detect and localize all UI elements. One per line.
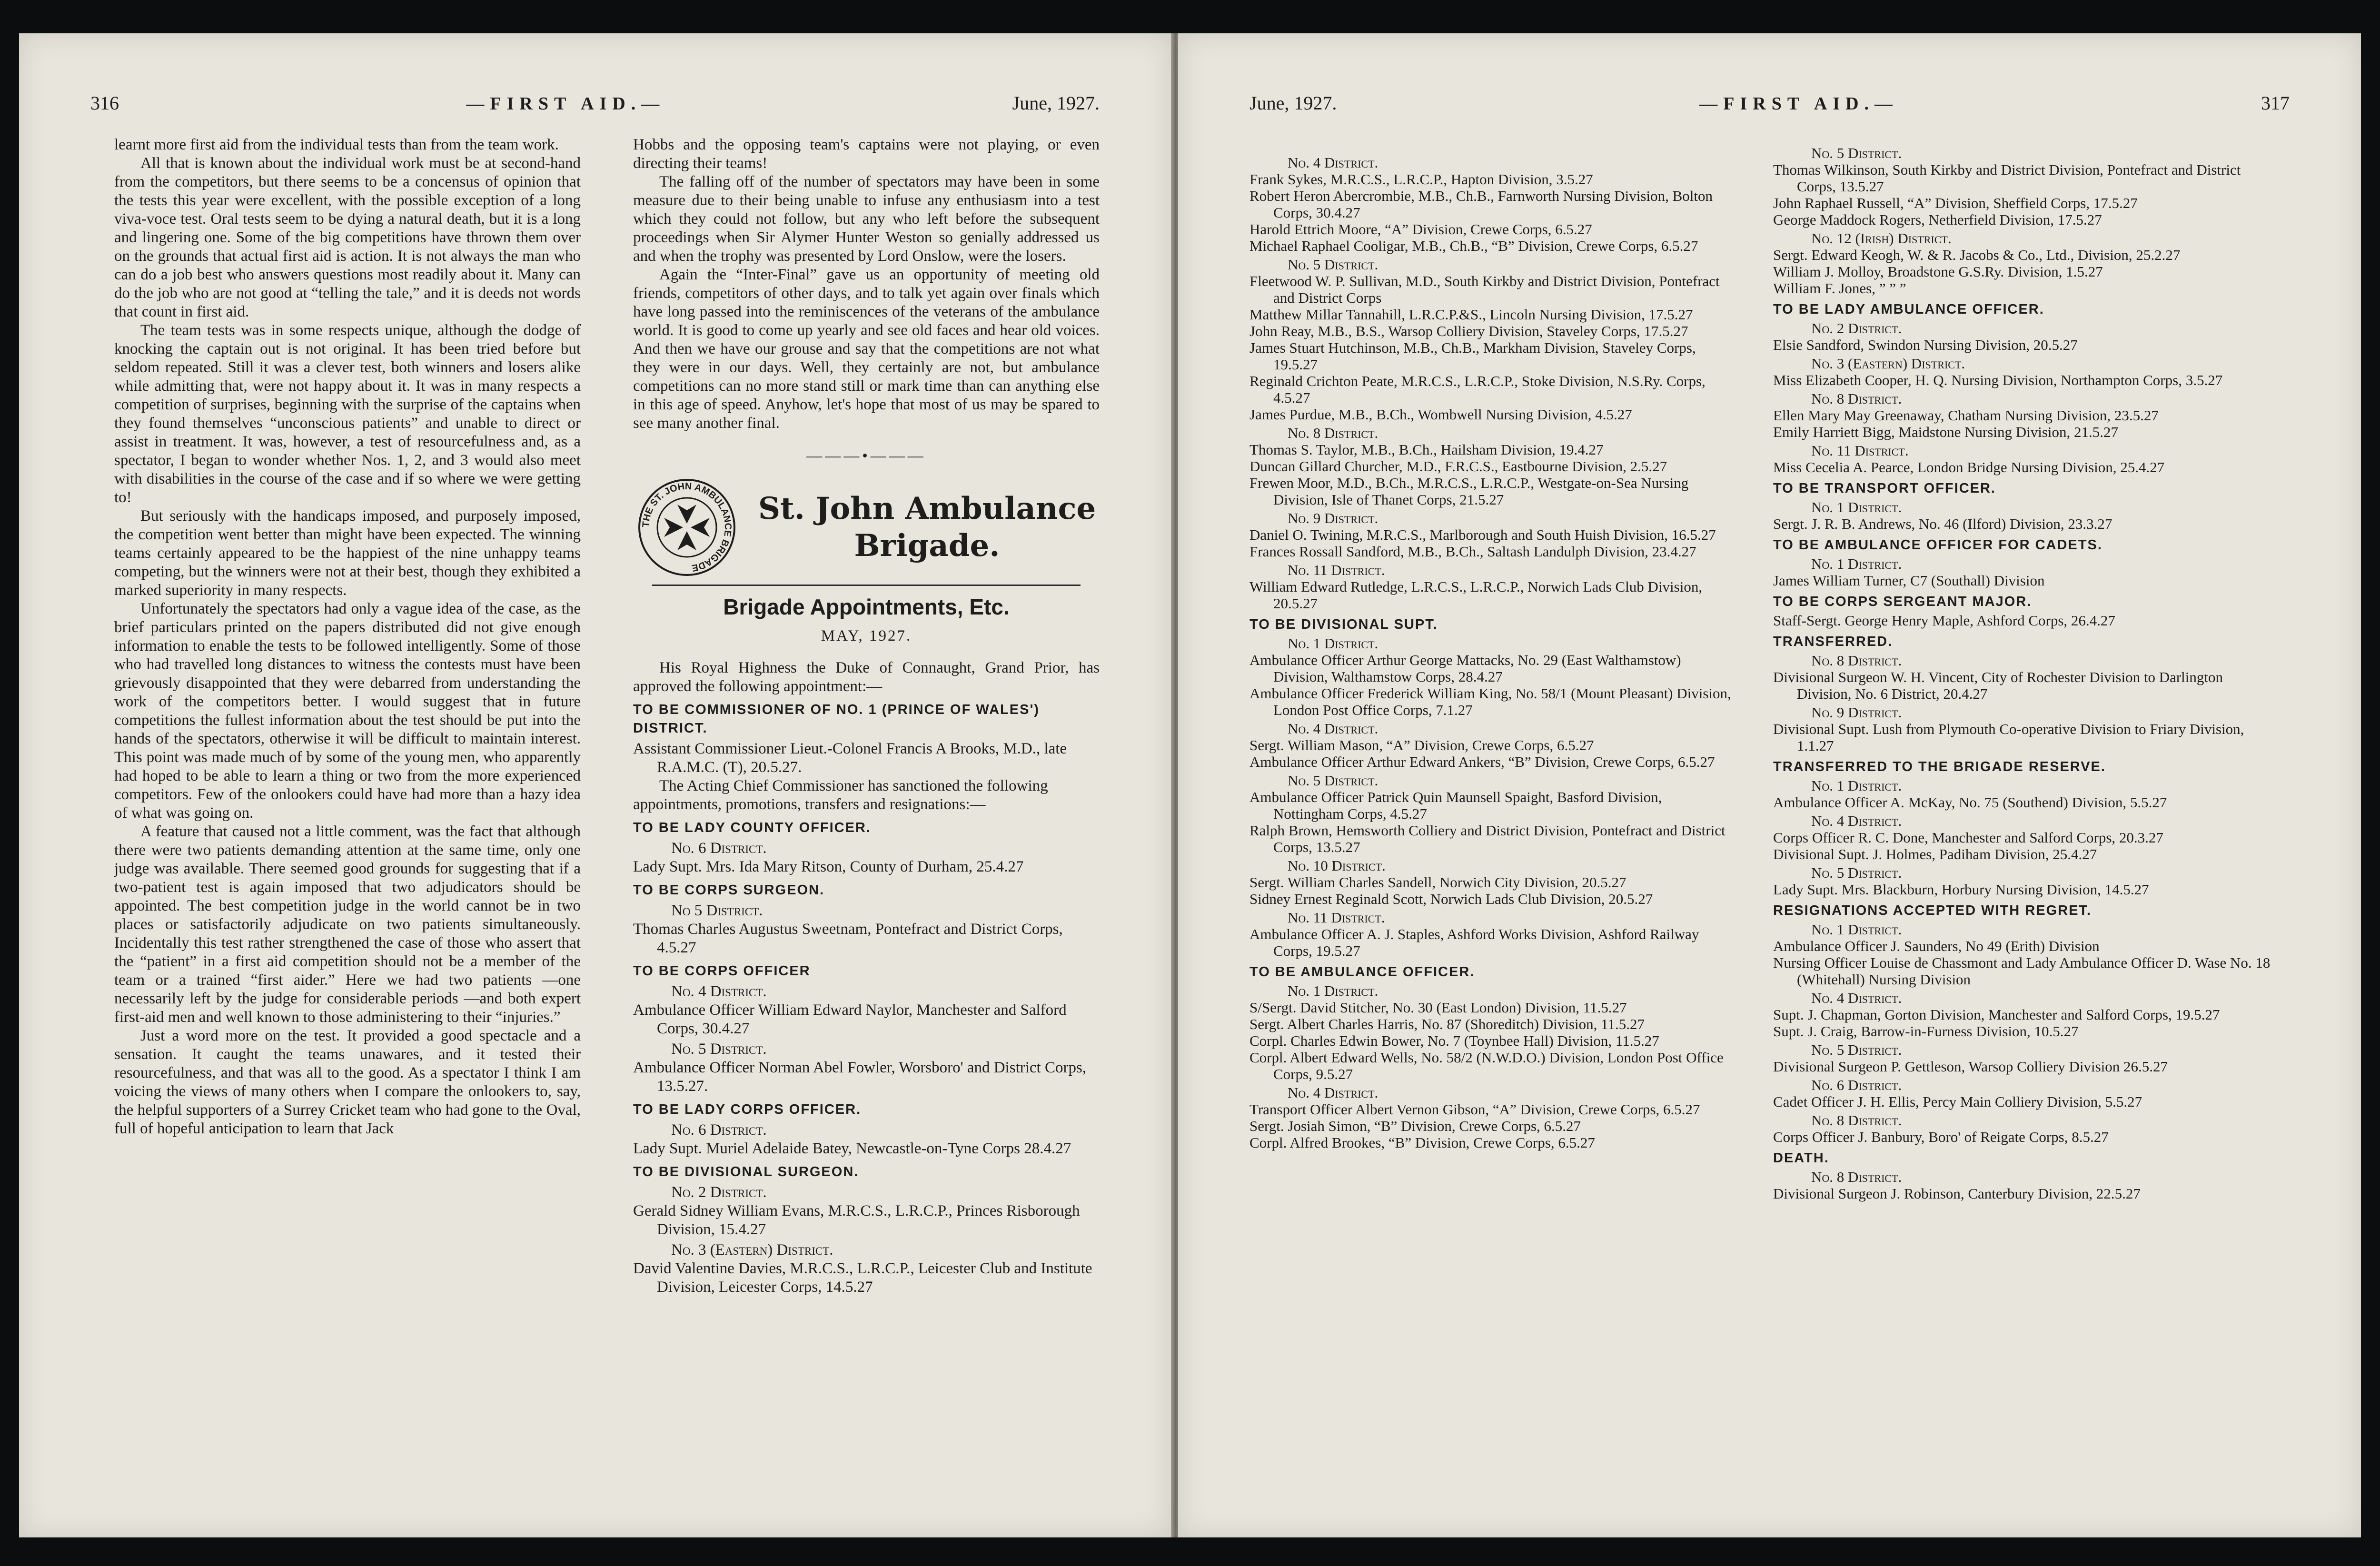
district-label: No. 2 District. [1811,320,1902,337]
appointment-entry: Ambulance Officer William Edward Naylor, Manchester and Salford Corps, 30.4.27 [633,1001,1067,1037]
appointment-heading: TO BE COMMISSIONER OF NO. 1 (PRINCE OF WALES') DISTRICT. [633,702,1040,736]
section-ornament: ———•——— [806,447,926,465]
appointment-entry: Ambulance Officer Frederick William King, No. 58/1 (Mount Pleasant) Division, London Post Office Corps, 7.1.27 [1250,685,1731,718]
appointment-entry: Divisional Surgeon J. Robinson, Canterbury Division, 22.5.27 [1773,1185,2141,1202]
title-rule [652,585,1081,586]
appointment-heading: TO BE AMBULANCE OFFICER. [1250,964,1475,980]
appointment-entry: Divisional Surgeon P. Gettleson, Warsop Colliery Division 26.5.27 [1773,1058,2168,1075]
appointment-entry: Ambulance Officer A. J. Staples, Ashford Works Division, Ashford Railway Corps, 19.5.27 [1250,926,1699,959]
appointment-heading: DEATH. [1773,1150,1829,1166]
page-number: 316 [90,92,119,114]
article-paragraph: Just a word more on the test. It provided a good spectacle and a sensation. It caught the teams unawares, and it tested their resourcefulness, and that was all to the good. As a spectator I think I am voicing the views of many others when I compare the onlookers to, say, the helpful supporters of a Surrey Cricket team who had gone to the Oval, full of hopeful anticipation to learn that Jack [114,1027,581,1137]
district-label: No 5 District. [671,902,763,919]
appointments-intro: His Royal Highness the Duke of Connaught, Grand Prior, has approved the following appointment:— [633,659,1100,695]
left-column-brigade [633,136,1100,1297]
issue-date: June, 1927. [1012,92,1100,114]
appointment-entry: Ralph Brown, Hemsworth Colliery and District Division, Pontefract and District Corps, 13.5.27 [1250,822,1726,855]
district-label: No. 8 District. [1811,652,1902,669]
appointment-entry: Duncan Gillard Churcher, M.D., F.R.C.S., Eastbourne Division, 2.5.27 [1250,458,1667,475]
appointment-entry: Robert Heron Abercrombie, M.B., Ch.B., Farnworth Nursing Division, Bolton Corps, 30.4.27 [1250,188,1713,221]
district-label: No. 11 District. [1288,909,1385,926]
appointment-entry: Staff-Sergt. George Henry Maple, Ashford Corps, 26.4.27 [1773,612,2115,629]
article-paragraph: The team tests was in some respects unique, although the dodge of knocking the captain out is not original. It has been tried before but seldom repeated. Still it was a clever test, both winners and losers alike while admitting that, were not happy about it. It was in many respects a competition of surprises, beginning with the surprise of the captains when they found themselves “unconscious patients” and unable to direct or assist in treatment. It was, however, a test of resourcefulness and, as a spectator, I began to wonder whether Nos. 1, 2, and 3 would also meet with disabilities in the course of the case and if so where we were getting to! [114,322,581,506]
appointment-entry: Sergt. Josiah Simon, “B” Division, Crewe Corps, 6.5.27 [1250,1118,1581,1134]
appointment-entry: George Maddock Rogers, Netherfield Division, 17.5.27 [1773,211,2102,228]
district-label: No. 6 District. [671,1121,767,1139]
brigade-masthead [633,477,1100,577]
appointment-entry: Fleetwood W. P. Sullivan, M.D., South Kirkby and District Division, Pontefract and District Corps [1250,273,1720,306]
district-label: No. 11 District. [1811,442,1909,459]
district-label: No. 5 District. [1288,772,1378,789]
district-label: No. 1 District. [1811,555,1902,572]
appointment-entry: Miss Elizabeth Cooper, H. Q. Nursing Division, Northampton Corps, 3.5.27 [1773,372,2223,388]
svg-text:THE ST. JOHN AMBULANCE BRIGADE: THE ST. JOHN AMBULANCE BRIGADE [640,481,733,574]
appointment-heading: TRANSFERRED TO THE BRIGADE RESERVE. [1773,759,2106,774]
district-label: No. 4 District. [1811,990,1902,1006]
appointment-entry: James William Turner, C7 (Southall) Division [1773,572,2045,589]
running-title: —FIRST AID.— [466,94,665,114]
appointment-entry: Supt. J. Chapman, Gorton Division, Manchester and Salford Corps, 19.5.27 [1773,1006,2220,1023]
appointment-entry: Thomas Wilkinson, South Kirkby and District Division, Pontefract and District Corps, 13.5.27 [1773,161,2241,195]
right-running-head [1250,86,2290,114]
appointment-heading: RESIGNATIONS ACCEPTED WITH REGRET. [1773,903,2092,918]
appointment-entry: Michael Raphael Cooligar, M.B., Ch.B., “B” Division, Crewe Corps, 6.5.27 [1250,238,1698,254]
district-label: No. 10 District. [1288,857,1386,874]
article-paragraph: All that is known about the individual work must be at second-hand from the competitors, but there seems to be a concensus of opinion that the tests this year were excellent, with the possible exception of a long viva-voce test. Oral tests seem to be dying a natural death, but it is a long and lingering one. Some of the big competitions have thrown them over on the grounds that actual first aid is action. It is not always the man who can do a job best who answers questions most readily about it. Many can do the job who are not good at “telling the tale,” and it is deeds not words that count in first aid. [114,155,581,320]
district-label: No. 5 District. [1288,256,1378,273]
appointment-entry: Corpl. Alfred Brookes, “B” Division, Crewe Corps, 6.5.27 [1250,1134,1595,1151]
article-paragraph: Hobbs and the opposing team's captains were not playing, or even directing their teams! [633,136,1100,172]
district-label: No. 9 District. [1811,704,1902,721]
st-john-badge-icon [637,477,737,577]
appointment-entry: Ambulance Officer J. Saunders, No 49 (Erith) Division [1773,938,2100,954]
appointment-heading: TRANSFERRED. [1773,634,1893,649]
appointment-entry: Thomas Charles Augustus Sweetnam, Pontefract and District Corps, 4.5.27 [633,921,1063,956]
appointment-heading: TO BE TRANSPORT OFFICER. [1773,481,1996,496]
appointments-title: Brigade Appointments, Etc. [723,595,1010,619]
appointment-entry: Frewen Moor, M.D., B.Ch., M.R.C.S., L.R.C.P., Westgate-on-Sea Nursing Division, Isle of Thanet Corps, 21.5.27 [1250,475,1689,508]
appointment-entry: Nursing Officer Louise de Chassmont and Lady Ambulance Officer D. Wase No. 18 (Whitehall) Nursing Division [1773,954,2271,988]
right-column-b-appointments [1773,143,2278,1202]
appointment-entry: David Valentine Davies, M.R.C.S., L.R.C.P., Leicester Club and Institute Division, Leicester Corps, 14.5.27 [633,1260,1092,1296]
district-label: No. 9 District. [1288,510,1378,526]
district-label: No. 3 (Eastern) District. [1811,355,1965,372]
right-page [1178,33,2361,1537]
district-label: No. 6 District. [1811,1077,1902,1093]
appointment-entry: Ambulance Officer Arthur Edward Ankers, “B” Division, Crewe Corps, 6.5.27 [1250,753,1715,770]
appointment-entry: Corpl. Albert Edward Wells, No. 58/2 (N.W.D.O.) Division, London Post Office Corps, 9.5.27 [1250,1049,1724,1082]
appointment-entry: Divisional Supt. J. Holmes, Padiham Division, 25.4.27 [1773,846,2097,862]
appointment-heading: TO BE DIVISIONAL SUPT. [1250,617,1438,632]
appointment-entry: John Raphael Russell, “A” Division, Sheffield Corps, 17.5.27 [1773,195,2138,211]
appointments-list [633,701,1100,1297]
appointment-entry: Sergt. William Charles Sandell, Norwich City Division, 20.5.27 [1250,874,1626,891]
district-label: No. 8 District. [1811,1112,1902,1129]
left-running-head [90,86,1100,114]
article-paragraph: Again the “Inter-Final” gave us an opportunity of meeting old friends, competitors of other days, and to talk yet again over finals which have long passed into the reminiscences of the veterans of the ambulance world. It is good to come up yearly and see old faces and hear old voices. And then we have our grouse and say that the competitions are not what they were in our days. Well, they certainly are not, but ambulance competitions can no more stand still or mark time than can anything else in this age of speed. Anyhow, let's hope that most of us may be spared to see many another final. [633,266,1100,432]
district-label: No. 11 District. [1288,562,1385,578]
appointment-heading: TO BE DIVISIONAL SURGEON. [633,1164,859,1179]
district-label: No. 1 District. [1811,499,1902,515]
appointment-heading: TO BE CORPS OFFICER [633,963,811,979]
left-page [19,33,1171,1537]
appointment-heading: TO BE AMBULANCE OFFICER FOR CADETS. [1773,537,2102,553]
appointment-entry: Frank Sykes, M.R.C.S., L.R.C.P., Hapton Division, 3.5.27 [1250,171,1593,188]
appointment-entry: Ambulance Officer Arthur George Mattacks, No. 29 (East Walthamstow) Division, Walthamstow Corps, 28.4.27 [1250,652,1681,685]
appointment-entry: Cadet Officer J. H. Ellis, Percy Main Colliery Division, 5.5.27 [1773,1093,2142,1110]
appointment-entry: Ambulance Officer A. McKay, No. 75 (Southend) Division, 5.5.27 [1773,794,2167,811]
district-label: No. 4 District. [671,983,767,1000]
appointment-entry: Supt. J. Craig, Barrow-in-Furness Division, 10.5.27 [1773,1023,2079,1040]
appointment-entry: Ellen Mary May Greenaway, Chatham Nursing Division, 23.5.27 [1773,407,2159,424]
district-label: No. 4 District. [1288,720,1378,737]
district-label: No. 1 District. [1811,921,1902,938]
appointment-entry: Ambulance Officer Patrick Quin Maunsell Spaight, Basford Division, Nottingham Corps, 4.5.27 [1250,789,1662,822]
appointment-entry: Sergt. J. R. B. Andrews, No. 46 (Ilford) Division, 23.3.27 [1773,515,2112,532]
district-label: No. 8 District. [1811,390,1902,407]
district-label: No. 8 District. [1811,1169,1902,1185]
district-label: No. 3 (Eastern) District. [671,1241,833,1259]
appointment-entry: Emily Harriett Bigg, Maidstone Nursing Division, 21.5.27 [1773,424,2119,440]
article-paragraph: A feature that caused not a little comment, was the fact that although there were two patients demanding attention at the same time, only one judge was available. There seemed good grounds for suggesting that if a two-patient test is again imposed that two adjudicators should be appointed. The best competition judge in the world cannot be in two places or satisfactorily adjudicate on two patients simultaneously. Incidentally this test rather strengthened the case of those who assert that the “patient” in a first aid competition should not be a member of the team or a trained “first aider.” Here we had two patients —one necessarily left by the judge for considerable periods —and both expert first-aid men and well known to those administering to their “injuries.” [114,823,581,1026]
appointment-entry: Corpl. Charles Edwin Bower, No. 7 (Toynbee Hall) Division, 11.5.27 [1250,1032,1659,1049]
appointment-heading: TO BE LADY CORPS OFFICER. [633,1102,862,1117]
district-label: No. 2 District. [671,1184,767,1201]
appointment-entry: William F. Jones, ” ” ” [1773,280,1906,297]
issue-date: June, 1927. [1250,92,1337,114]
district-label: No. 4 District. [1288,154,1378,171]
appointment-heading: TO BE CORPS SERGEANT MAJOR. [1773,594,2032,609]
appointment-entry: Harold Ettrich Moore, “A” Division, Crewe Corps, 6.5.27 [1250,221,1592,238]
district-label: No. 5 District. [671,1041,767,1058]
article-paragraph: Unfortunately the spectators had only a vague idea of the case, as the brief particulars printed on the papers distributed did not give enough information to enable the tests to be followed intelligently. Some of those who had travelled long distances to witness the contests must have been grievously disappointed that they were debarred from understanding the work of the competitors better. I would suggest that in future competitions the fullest information about the test should be put into the hands of the spectators, otherwise it will be difficult to maintain interest. This point was made much of by some of the young men, who apparently had hoped to be able to learn a thing or two from the more experienced competitors. Few of the onlookers could have had more than a hazy idea of what was going on. [114,600,581,822]
appointment-heading: TO BE LADY COUNTY OFFICER. [633,820,871,835]
appointment-entry: Corps Officer R. C. Done, Manchester and Salford Corps, 20.3.27 [1773,829,2163,846]
appointment-entry: Ambulance Officer Norman Abel Fowler, Worsboro' and District Corps, 13.5.27. [633,1059,1087,1095]
appointment-entry: Sergt. William Mason, “A” Division, Crewe Corps, 6.5.27 [1250,737,1594,753]
district-label: No. 5 District. [1811,864,1902,881]
appointment-entry: Sergt. Albert Charles Harris, No. 87 (Shoreditch) Division, 11.5.27 [1250,1016,1645,1032]
article-paragraph: The falling off of the number of spectators may have been in some measure due to their being unable to infuse any enthusiasm into a test which they could not follow, but any who left before the subsequent proceedings when Sir Alymer Hunter Weston so genially addressed us and when the trophy was presented by Lord Onslow, were the losers. [633,173,1100,265]
appointment-entry: John Reay, M.B., B.S., Warsop Colliery Division, Staveley Corps, 17.5.27 [1250,323,1688,339]
appointment-entry: Lady Supt. Mrs. Blackburn, Horbury Nursing Division, 14.5.27 [1773,881,2149,898]
appointment-entry: Thomas S. Taylor, M.B., B.Ch., Hailsham Division, 19.4.27 [1250,441,1604,458]
appointment-entry: Corps Officer J. Banbury, Boro' of Reigate Corps, 8.5.27 [1773,1129,2109,1145]
appointment-entry: Sergt. Edward Keogh, W. & R. Jacobs & Co., Ltd., Division, 25.2.27 [1773,247,2181,263]
appointment-entry: Daniel O. Twining, M.R.C.S., Marlborough and South Huish Division, 16.5.27 [1250,526,1716,543]
article-paragraph: learnt more first aid from the individual tests than from the team work. [114,136,559,153]
appointment-entry: James Stuart Hutchinson, M.B., Ch.B., Markham Division, Staveley Corps, 19.5.27 [1250,339,1696,373]
district-label: No. 8 District. [1288,425,1378,441]
appointment-entry: William Edward Rutledge, L.R.C.S., L.R.C.P., Norwich Lads Club Division, 20.5.27 [1250,578,1703,612]
district-label: No. 1 District. [1288,982,1378,999]
running-title: —FIRST AID.— [1699,94,1899,114]
appointment-entry: Matthew Millar Tannahill, L.R.C.P.&S., Lincoln Nursing Division, 17.5.27 [1250,306,1693,323]
appointment-entry: Frances Rossall Sandford, M.B., B.Ch., Saltash Landulph Division, 23.4.27 [1250,543,1696,560]
district-label: No. 6 District. [671,840,767,857]
appointment-heading: TO BE LADY AMBULANCE OFFICER. [1773,302,2044,317]
appointments-month: MAY, 1927. [821,627,912,644]
appointment-entry: S/Sergt. David Stitcher, No. 30 (East London) Division, 11.5.27 [1250,999,1627,1016]
appointment-entry: Reginald Crichton Peate, M.R.C.S., L.R.C.P., Stoke Division, N.S.Ry. Corps, 4.5.27 [1250,373,1706,406]
district-label: No. 4 District. [1288,1084,1378,1101]
article-paragraph: But seriously with the handicaps imposed, and purposely imposed, the competition went better than might have been expected. The winning teams certainly appeared to be the happiest of the nine unhappy teams competing, but the winners were not at their best, though they exhibited a marked superiority in many respects. [114,507,581,599]
appointment-entry: Elsie Sandford, Swindon Nursing Division, 20.5.27 [1773,337,2078,353]
appointment-entry: Lady Supt. Mrs. Ida Mary Ritson, County of Durham, 25.4.27 [633,858,1024,875]
appointment-entry: Divisional Surgeon W. H. Vincent, City of Rochester Division to Darlington Division, No. 6 District, 20.4.27 [1773,669,2223,702]
appointment-heading: TO BE CORPS SURGEON. [633,882,825,898]
district-label: No. 4 District. [1811,813,1902,829]
appointment-entry: Divisional Supt. Lush from Plymouth Co-operative Division to Friary Division, 1.1.27 [1773,721,2244,754]
brigade-title: St. John Ambulance Brigade. [758,491,1096,564]
right-column-a-appointments [1250,152,1735,1151]
appointment-entry: Sidney Ernest Reginald Scott, Norwich Lads Club Division, 20.5.27 [1250,891,1653,907]
appointment-entry: Lady Supt. Muriel Adelaide Batey, Newcastle-on-Tyne Corps 28.4.27 [633,1140,1071,1157]
district-label: No. 5 District. [1811,145,1902,161]
district-label: No. 1 District. [1288,635,1378,652]
page-number: 317 [2261,92,2290,114]
district-label: No. 5 District. [1811,1041,1902,1058]
appointments-note: The Acting Chief Commissioner has sanctioned the following appointments, promotions, transfers and resignations:— [633,777,1048,813]
appointment-entry: Assistant Commissioner Lieut.-Colonel Francis A Brooks, M.D., late R.A.M.C. (T), 20.5.27. [633,740,1067,776]
appointment-entry: James Purdue, M.B., B.Ch., Wombwell Nursing Division, 4.5.27 [1250,406,1632,423]
left-column-article [114,136,581,1138]
appointment-entry: Miss Cecelia A. Pearce, London Bridge Nursing Division, 25.4.27 [1773,459,2165,476]
district-label: No. 1 District. [1811,777,1902,794]
appointment-entry: William J. Molloy, Broadstone G.S.Ry. Division, 1.5.27 [1773,263,2103,280]
appointment-entry: Gerald Sidney William Evans, M.R.C.S., L.R.C.P., Princes Risborough Division, 15.4.27 [633,1202,1080,1238]
district-label: No. 12 (Irish) District. [1811,230,1952,247]
appointment-entry: Transport Officer Albert Vernon Gibson, “A” Division, Crewe Corps, 6.5.27 [1250,1101,1700,1118]
